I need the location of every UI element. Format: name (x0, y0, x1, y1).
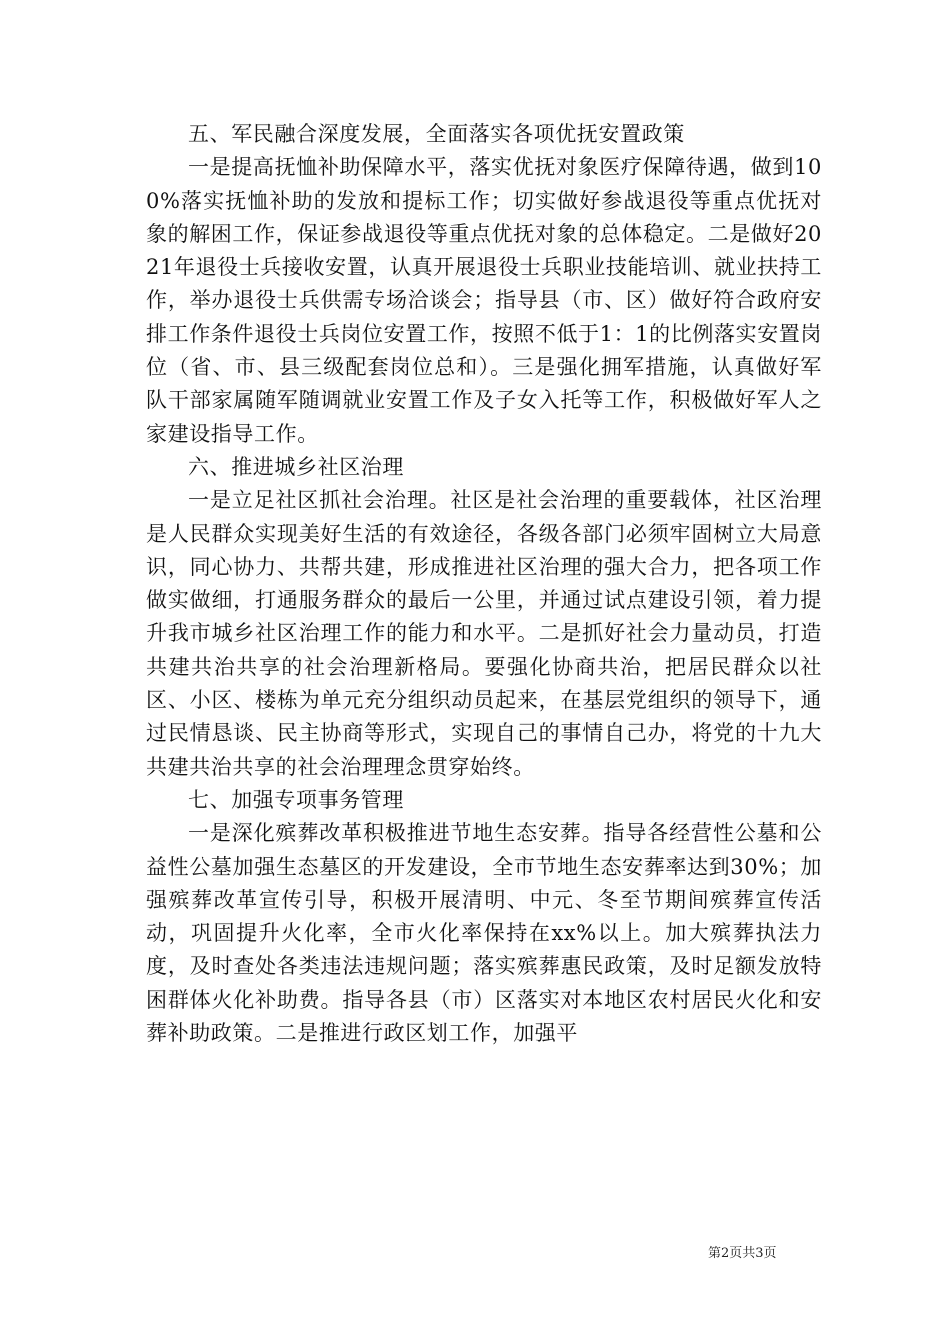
body-paragraph: 一是立足社区抓社会治理。社区是社会治理的重要载体，社区治理是人民群众实现美好生活的有效途径，各级各部门必须牢固树立大局意识，同心协力、共帮共建，形成推进社区治理的强大合力，把各项工作做实做细，打通服务群众的最后一公里，并通过试点建设引领，着力提升我市城乡社区治理工作的能力和水平。二是抓好社会力量动员，打造共建共治共享的社会治理新格局。要强化协商共治，把居民群众以社区、小区、楼栋为单元充分组织动员起来，在基层党组织的领导下，通过民情恳谈、民主协商等形式，实现自己的事情自己办，将党的十九大共建共治共享的社会治理理念贯穿始终。 (146, 488, 822, 779)
section-heading-7: 七、加强专项事务管理 (188, 787, 404, 812)
body-paragraph: 一是深化殡葬改革积极推进节地生态安葬。指导各经营性公墓和公益性公墓加强生态墓区的开发建设，全市节地生态安葬率达到30%；加强殡葬改革宣传引导，积极开展清明、中元、冬至节期间殡葬宣传活动，巩固提升火化率，全市火化率保持在xx%以上。加大殡葬执法力度，及时查处各类违法违规问题；落实殡葬惠民政策，及时足额发放特困群体火化补助费。指导各县（市）区落实对本地区农村居民火化和安葬补助政策。二是推进行政区划工作，加强平 (146, 821, 822, 1046)
page-number: 第2页共3页 (708, 1246, 777, 1261)
section-heading-5: 五、军民融合深度发展，全面落实各项优抚安置政策 (188, 122, 685, 146)
body-paragraph: 一是提高抚恤补助保障水平，落实优抚对象医疗保障待遇，做到100%落实抚恤补助的发放和提标工作；切实做好参战退役等重点优抚对象的解困工作，保证参战退役等重点优抚对象的总体稳定。二是做好2021年退役士兵接收安置，认真开展退役士兵职业技能培训、就业扶持工作，举办退役士兵供需专场洽谈会；指导县（市、区）做好符合政府安排工作条件退役士兵岗位安置工作，按照不低于1：1的比例落实安置岗位（省、市、县三级配套岗位总和）。三是强化拥军措施，认真做好军队干部家属随军随调就业安置工作及子女入托等工作，积极做好军人之家建设指导工作。 (146, 155, 822, 446)
section-heading-6: 六、推进城乡社区治理 (188, 454, 404, 479)
document-body (146, 118, 822, 1050)
